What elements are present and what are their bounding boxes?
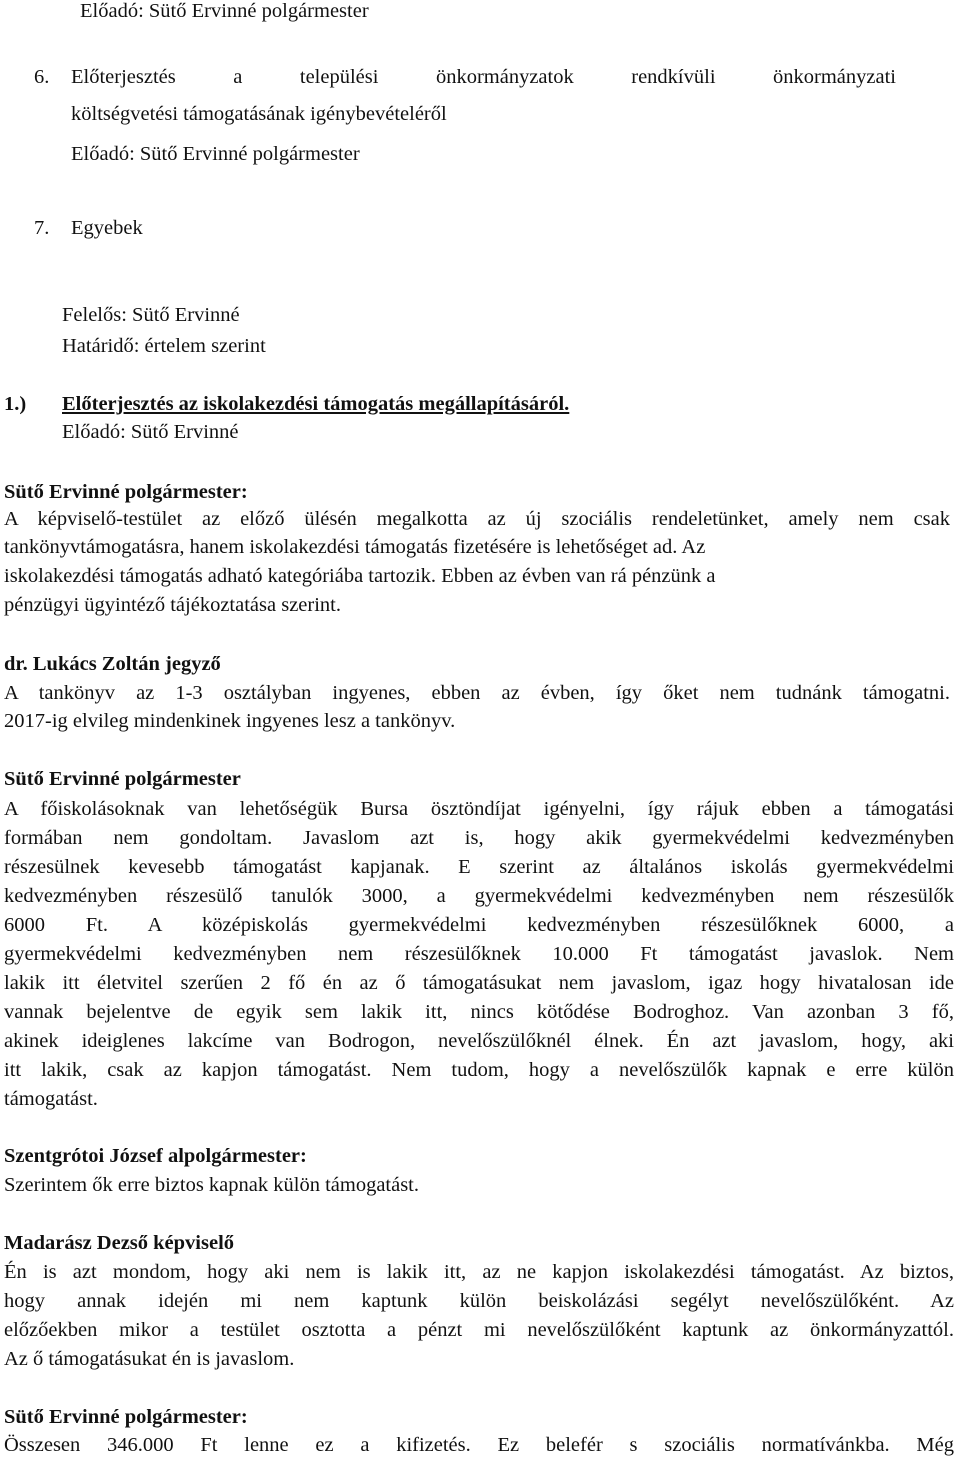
speaker-name: Sütő Ervinné polgármester: [4, 1406, 248, 1428]
speech-line: hogy annak idején mi nem kaptunk külön beiskolázási segélyt nevelőszülőként. Az [4, 1290, 954, 1312]
agenda-item-7-number: 7. [34, 217, 50, 239]
speech-line: A képviselő-testület az előző ülésén megalkotta az új szociális rendeletünket, amely nem csak [4, 508, 950, 530]
speech-line: A főiskolásoknak van lehetőségük Bursa ösztöndíjat igényelni, így rájuk ebben a támogatási [4, 798, 954, 820]
section-title: Előterjesztés az iskolakezdési támogatás megállapításáról. [62, 393, 570, 415]
speech-line: lakik itt életvitel szerűen 2 fő én az ő támogatásukat nem javaslom, igaz hogy hivatalosan ide [4, 972, 954, 994]
speech-line: Én is azt mondom, hogy aki nem is lakik itt, az ne kapjon iskolakezdési támogatást. Az biztos, [4, 1261, 954, 1283]
agenda-item-6-title-line1: Előterjesztés a települési önkormányzatok rendkívüli önkormányzati [71, 66, 896, 88]
agenda-item-6-number: 6. [34, 66, 50, 88]
speech-line: gyermekvédelmi kedvezményben nem részesülőknek 10.000 Ft támogatást javaslok. Nem [4, 943, 954, 965]
speech-line: előzőekben mikor a testület osztotta a pénzt mi nevelőszülőként kaptunk az önkormányzattól. [4, 1319, 954, 1341]
speaker-name: Madarász Dezső képviselő [4, 1232, 235, 1254]
speech-line: itt lakik, csak az kapjon támogatást. Nem tudom, hogy a nevelőszülők kapnak e erre külön [4, 1059, 954, 1081]
speech-line: 2017-ig elvileg mindenkinek ingyenes lesz a tankönyv. [4, 710, 456, 732]
agenda-presenter-top: Előadó: Sütő Ervinné polgármester [80, 0, 369, 22]
speech-line: Szerintem ők erre biztos kapnak külön támogatást. [4, 1174, 420, 1196]
speech-line: kedvezményben részesülő tanulók 3000, a gyermekvédelmi kedvezményben nem részesülők [4, 885, 954, 907]
speech-line: iskolakezdési támogatás adható kategóriába tartozik. Ebben az évben van rá pénzünk a [4, 565, 716, 587]
speech-line: akinek ideiglenes lakcíme van Bodrogon, nevelőszülőknél élnek. Én azt javaslom, hogy, aki [4, 1030, 954, 1052]
agenda-item-6-presenter: Előadó: Sütő Ervinné polgármester [71, 143, 360, 165]
section-presenter: Előadó: Sütő Ervinné [62, 421, 239, 443]
responsible-line: Felelős: Sütő Ervinné [62, 304, 240, 326]
speech-line: részesülnek kevesebb támogatást kapjanak. E szerint az általános iskolás gyermekvédelmi [4, 856, 954, 878]
speech-line: támogatást. [4, 1088, 98, 1110]
agenda-item-6-title-line2: költségvetési támogatásának igénybevételéről [71, 103, 447, 125]
speaker-name: dr. Lukács Zoltán jegyző [4, 653, 221, 675]
speech-line: Összesen 346.000 Ft lenne ez a kifizetés. Ez belefér s szociális normatívánkba. Még [4, 1434, 954, 1456]
speech-line: vannak bejelentve de egyik sem lakik itt, nincs kötődése Bodroghoz. Van azonban 3 fő, [4, 1001, 954, 1023]
speaker-name: Sütő Ervinné polgármester: [4, 481, 248, 503]
speech-line: formában nem gondoltam. Javaslom azt is, hogy akik gyermekvédelmi kedvezményben [4, 827, 954, 849]
speech-line: tankönyvtámogatásra, hanem iskolakezdési támogatás fizetésére is lehetőséget ad. Az [4, 536, 706, 558]
speaker-name: Szentgrótoi József alpolgármester: [4, 1145, 307, 1167]
section-number: 1.) [4, 393, 27, 415]
speech-line: A tankönyv az 1-3 osztályban ingyenes, ebben az évben, így őket nem tudnánk támogatni. [4, 682, 950, 704]
speaker-name: Sütő Ervinné polgármester [4, 768, 241, 790]
speech-line: Az ő támogatásukat én is javaslom. [4, 1348, 295, 1370]
agenda-item-7-title: Egyebek [71, 217, 143, 239]
speech-line: pénzügyi ügyintéző tájékoztatása szerint. [4, 594, 341, 616]
speech-line: 6000 Ft. A középiskolás gyermekvédelmi kedvezményben részesülőknek 6000, a [4, 914, 954, 936]
deadline-line: Határidő: értelem szerint [62, 335, 266, 357]
